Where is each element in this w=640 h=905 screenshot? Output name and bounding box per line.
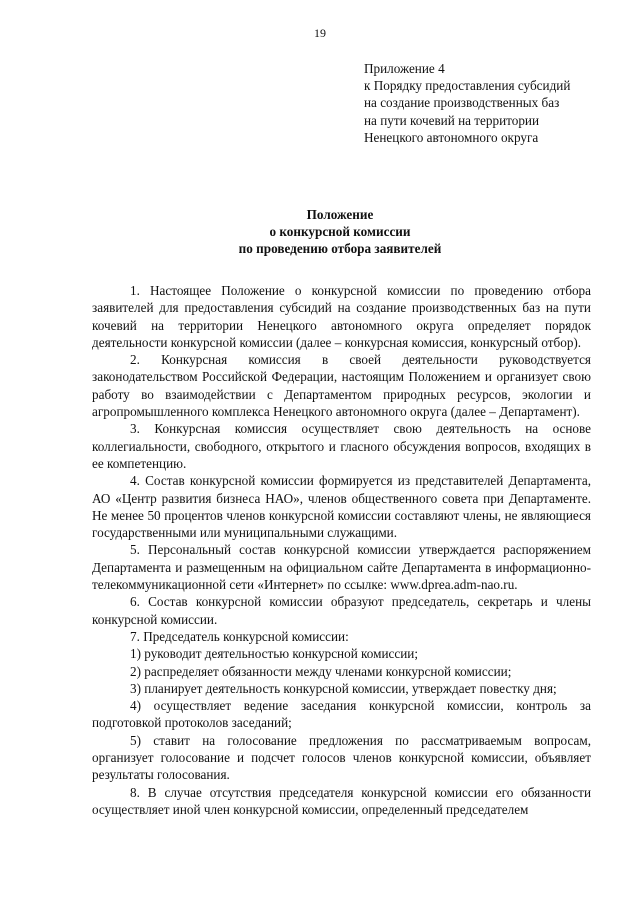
appendix-line: Ненецкого автономного округа <box>364 129 539 145</box>
list-item-7-3: 3) планирует деятельность конкурсной комиссии, утверждает повестку дня; <box>130 680 557 696</box>
list-item-7-2: 2) распределяет обязанности между членами конкурсной комиссии; <box>130 663 512 679</box>
title-line: Положение <box>306 207 374 222</box>
page-number: 19 <box>314 26 326 40</box>
list-item-7-4: 4) осуществляет ведение заседания конкурсной комиссии, контроль за подготовкой протоколов заседаний; <box>92 698 591 731</box>
paragraph-5: 5. Персональный состав конкурсной комиссии утверждается распоряжением Департамента и размещенным на официальном сайте Департамента в информационно-телекоммуникационной сети «Интернет» по ссылке: www.dprea.adm-nao.ru. <box>92 542 591 593</box>
list-item-7-5: 5) ставит на голосование предложения по рассматриваемым вопросам, организует голосование и подсчет голосов членов конкурсной комиссии, объявляет результаты голосования. <box>92 732 591 783</box>
paragraph-7: 7. Председатель конкурсной комиссии: <box>130 628 349 644</box>
document-title <box>0 206 640 257</box>
appendix-line: на пути кочевий на территории <box>364 112 540 128</box>
title-line: по проведению отбора заявителей <box>238 241 442 256</box>
paragraph-4: 4. Состав конкурсной комиссии формируется из представителей Департамента, АО «Центр развития бизнеса НАО», членов общественного совета при Департаменте. Не менее 50 процентов членов конкурсной комиссии составляют члены, не являющиеся государственными или муниципальными служащими. <box>92 473 591 541</box>
paragraph-3: 3. Конкурсная комиссия осуществляет свою деятельность на основе коллегиальности, свободного, открытого и гласного обсуждения вопросов, входящих в ее компетенцию. <box>92 421 591 471</box>
appendix-block <box>364 60 624 146</box>
document-body <box>92 282 591 818</box>
appendix-line: на создание производственных баз <box>364 95 560 111</box>
list-item-7-1: 1) руководит деятельностью конкурсной комиссии; <box>130 646 419 662</box>
paragraph-6: 6. Состав конкурсной комиссии образуют председатель, секретарь и члены конкурсной комиссии. <box>92 594 591 627</box>
paragraph-2: 2. Конкурсная комиссия в своей деятельности руководствуется законодательством Российской Федерации, настоящим Положением и организует свою работу во взаимодействии с Департаментом природных ресурсов, экологии и агропромышленного комплекса Ненецкого автономного округа (далее – Департамент). <box>92 352 591 420</box>
appendix-line: к Порядку предоставления субсидий <box>364 78 571 94</box>
paragraph-1: 1. Настоящее Положение о конкурсной комиссии по проведению отбора заявителей для предоставления субсидий на создание производственных баз на пути кочевий на территории Ненецкого автономного округа определяет порядок деятельности конкурсной комиссии (далее – конкурсная комиссия, конкурсный отбор). <box>92 283 591 350</box>
title-line: о конкурсной комиссии <box>269 224 411 239</box>
appendix-line: Приложение 4 <box>364 61 445 76</box>
paragraph-8: 8. В случае отсутствия председателя конкурсной комиссии его обязанности осуществляет иной член конкурсной комиссии, определенный председателем <box>92 784 591 817</box>
